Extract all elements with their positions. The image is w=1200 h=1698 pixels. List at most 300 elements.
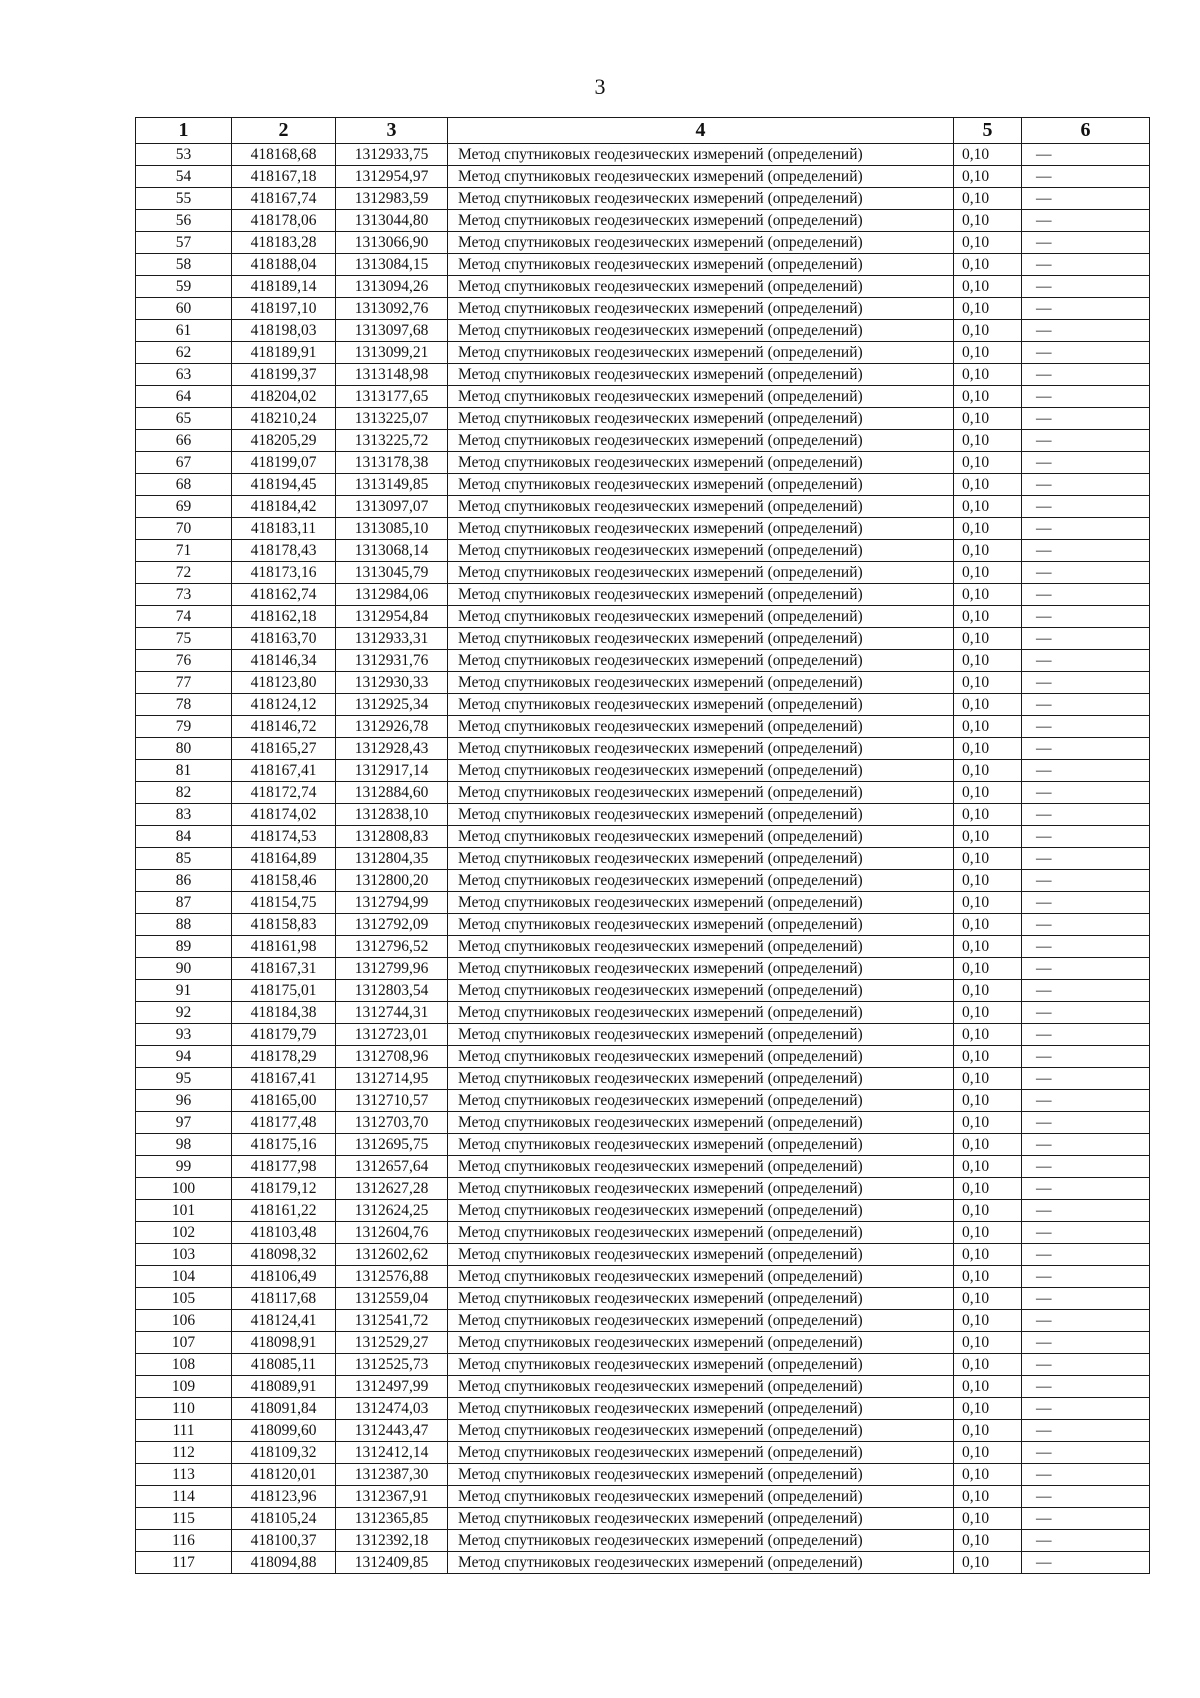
accuracy-cell: 0,10 [954, 1134, 1022, 1156]
table-row [136, 342, 1150, 364]
x-coordinate-cell: 418123,80 [232, 672, 336, 694]
x-coordinate-cell: 418174,02 [232, 804, 336, 826]
table-row [136, 188, 1150, 210]
y-coordinate-cell: 1312714,95 [336, 1068, 448, 1090]
accuracy-cell: 0,10 [954, 474, 1022, 496]
note-cell: — [1022, 1464, 1150, 1486]
y-coordinate-cell: 1312928,43 [336, 738, 448, 760]
method-cell: Метод спутниковых геодезических измерений (определений) [448, 1266, 954, 1288]
note-cell: — [1022, 1068, 1150, 1090]
y-coordinate-cell: 1312474,03 [336, 1398, 448, 1420]
note-cell: — [1022, 320, 1150, 342]
note-cell: — [1022, 474, 1150, 496]
table-row [136, 1244, 1150, 1266]
y-coordinate-cell: 1312529,27 [336, 1332, 448, 1354]
accuracy-cell: 0,10 [954, 650, 1022, 672]
method-cell: Метод спутниковых геодезических измерений (определений) [448, 1024, 954, 1046]
accuracy-cell: 0,10 [954, 496, 1022, 518]
table-row [136, 716, 1150, 738]
method-cell: Метод спутниковых геодезических измерений (определений) [448, 1046, 954, 1068]
x-coordinate-cell: 418091,84 [232, 1398, 336, 1420]
y-coordinate-cell: 1312799,96 [336, 958, 448, 980]
note-cell: — [1022, 694, 1150, 716]
method-cell: Метод спутниковых геодезических измерений (определений) [448, 496, 954, 518]
point-number-cell: 85 [136, 848, 232, 870]
table-row [136, 1310, 1150, 1332]
table-row [136, 276, 1150, 298]
y-coordinate-cell: 1312710,57 [336, 1090, 448, 1112]
accuracy-cell: 0,10 [954, 738, 1022, 760]
note-cell: — [1022, 540, 1150, 562]
point-number-cell: 57 [136, 232, 232, 254]
x-coordinate-cell: 418146,34 [232, 650, 336, 672]
note-cell: — [1022, 914, 1150, 936]
point-number-cell: 111 [136, 1420, 232, 1442]
y-coordinate-cell: 1312931,76 [336, 650, 448, 672]
x-coordinate-cell: 418179,12 [232, 1178, 336, 1200]
method-cell: Метод спутниковых геодезических измерений (определений) [448, 1332, 954, 1354]
table-row [136, 1332, 1150, 1354]
accuracy-cell: 0,10 [954, 562, 1022, 584]
table-row [136, 1200, 1150, 1222]
y-coordinate-cell: 1312525,73 [336, 1354, 448, 1376]
point-number-cell: 115 [136, 1508, 232, 1530]
accuracy-cell: 0,10 [954, 320, 1022, 342]
point-number-cell: 103 [136, 1244, 232, 1266]
accuracy-cell: 0,10 [954, 1090, 1022, 1112]
note-cell: — [1022, 210, 1150, 232]
point-number-cell: 71 [136, 540, 232, 562]
table-row [136, 804, 1150, 826]
accuracy-cell: 0,10 [954, 386, 1022, 408]
y-coordinate-cell: 1312703,70 [336, 1112, 448, 1134]
accuracy-cell: 0,10 [954, 1508, 1022, 1530]
table-row [136, 628, 1150, 650]
y-coordinate-cell: 1312884,60 [336, 782, 448, 804]
x-coordinate-cell: 418188,04 [232, 254, 336, 276]
point-number-cell: 72 [136, 562, 232, 584]
table-row [136, 1508, 1150, 1530]
accuracy-cell: 0,10 [954, 892, 1022, 914]
note-cell: — [1022, 606, 1150, 628]
table-row [136, 1530, 1150, 1552]
y-coordinate-cell: 1312443,47 [336, 1420, 448, 1442]
x-coordinate-cell: 418175,01 [232, 980, 336, 1002]
point-number-cell: 112 [136, 1442, 232, 1464]
y-coordinate-cell: 1312984,06 [336, 584, 448, 606]
method-cell: Метод спутниковых геодезических измерений (определений) [448, 1156, 954, 1178]
y-coordinate-cell: 1312930,33 [336, 672, 448, 694]
accuracy-cell: 0,10 [954, 914, 1022, 936]
accuracy-cell: 0,10 [954, 936, 1022, 958]
x-coordinate-cell: 418124,41 [232, 1310, 336, 1332]
x-coordinate-cell: 418162,74 [232, 584, 336, 606]
note-cell: — [1022, 1508, 1150, 1530]
method-cell: Метод спутниковых геодезических измерений (определений) [448, 166, 954, 188]
table-row [136, 1376, 1150, 1398]
y-coordinate-cell: 1312954,97 [336, 166, 448, 188]
note-cell: — [1022, 1222, 1150, 1244]
note-cell: — [1022, 1156, 1150, 1178]
y-coordinate-cell: 1312367,91 [336, 1486, 448, 1508]
method-cell: Метод спутниковых геодезических измерений (определений) [448, 1222, 954, 1244]
note-cell: — [1022, 364, 1150, 386]
x-coordinate-cell: 418158,46 [232, 870, 336, 892]
point-number-cell: 99 [136, 1156, 232, 1178]
table-row [136, 430, 1150, 452]
y-coordinate-cell: 1312933,31 [336, 628, 448, 650]
table-row [136, 1222, 1150, 1244]
note-cell: — [1022, 980, 1150, 1002]
table-row [136, 760, 1150, 782]
table-row [136, 1178, 1150, 1200]
table-row [136, 1288, 1150, 1310]
point-number-cell: 83 [136, 804, 232, 826]
y-coordinate-cell: 1312624,25 [336, 1200, 448, 1222]
note-cell: — [1022, 276, 1150, 298]
accuracy-cell: 0,10 [954, 606, 1022, 628]
point-number-cell: 76 [136, 650, 232, 672]
method-cell: Метод спутниковых геодезических измерений (определений) [448, 1112, 954, 1134]
y-coordinate-cell: 1312695,75 [336, 1134, 448, 1156]
note-cell: — [1022, 804, 1150, 826]
point-number-cell: 102 [136, 1222, 232, 1244]
y-coordinate-cell: 1312627,28 [336, 1178, 448, 1200]
point-number-cell: 79 [136, 716, 232, 738]
accuracy-cell: 0,10 [954, 694, 1022, 716]
note-cell: — [1022, 716, 1150, 738]
y-coordinate-cell: 1313068,14 [336, 540, 448, 562]
accuracy-cell: 0,10 [954, 1178, 1022, 1200]
point-number-cell: 98 [136, 1134, 232, 1156]
accuracy-cell: 0,10 [954, 848, 1022, 870]
x-coordinate-cell: 418172,74 [232, 782, 336, 804]
note-cell: — [1022, 1552, 1150, 1574]
point-number-cell: 92 [136, 1002, 232, 1024]
x-coordinate-cell: 418189,91 [232, 342, 336, 364]
note-cell: — [1022, 1376, 1150, 1398]
table-row [136, 364, 1150, 386]
x-coordinate-cell: 418167,31 [232, 958, 336, 980]
method-cell: Метод спутниковых геодезических измерений (определений) [448, 1376, 954, 1398]
accuracy-cell: 0,10 [954, 188, 1022, 210]
method-cell: Метод спутниковых геодезических измерений (определений) [448, 1310, 954, 1332]
y-coordinate-cell: 1312917,14 [336, 760, 448, 782]
accuracy-cell: 0,10 [954, 298, 1022, 320]
note-cell: — [1022, 738, 1150, 760]
table-row [136, 1156, 1150, 1178]
note-cell: — [1022, 1200, 1150, 1222]
y-coordinate-cell: 1312838,10 [336, 804, 448, 826]
table-row [136, 892, 1150, 914]
note-cell: — [1022, 1442, 1150, 1464]
x-coordinate-cell: 418198,03 [232, 320, 336, 342]
accuracy-cell: 0,10 [954, 452, 1022, 474]
y-coordinate-cell: 1312657,64 [336, 1156, 448, 1178]
accuracy-cell: 0,10 [954, 144, 1022, 166]
point-number-cell: 61 [136, 320, 232, 342]
point-number-cell: 101 [136, 1200, 232, 1222]
method-cell: Метод спутниковых геодезических измерений (определений) [448, 364, 954, 386]
y-coordinate-cell: 1313148,98 [336, 364, 448, 386]
x-coordinate-cell: 418205,29 [232, 430, 336, 452]
method-cell: Метод спутниковых геодезических измерений (определений) [448, 826, 954, 848]
note-cell: — [1022, 672, 1150, 694]
x-coordinate-cell: 418163,70 [232, 628, 336, 650]
accuracy-cell: 0,10 [954, 1288, 1022, 1310]
method-cell: Метод спутниковых геодезических измерений (определений) [448, 1442, 954, 1464]
table-row [136, 672, 1150, 694]
accuracy-cell: 0,10 [954, 1266, 1022, 1288]
point-number-cell: 86 [136, 870, 232, 892]
table-row [136, 452, 1150, 474]
table-row [136, 1398, 1150, 1420]
y-coordinate-cell: 1313177,65 [336, 386, 448, 408]
note-cell: — [1022, 870, 1150, 892]
point-number-cell: 80 [136, 738, 232, 760]
x-coordinate-cell: 418178,43 [232, 540, 336, 562]
accuracy-cell: 0,10 [954, 1530, 1022, 1552]
method-cell: Метод спутниковых геодезических измерений (определений) [448, 562, 954, 584]
header-col-6: 6 [1022, 118, 1150, 144]
point-number-cell: 109 [136, 1376, 232, 1398]
method-cell: Метод спутниковых геодезических измерений (определений) [448, 188, 954, 210]
table-row [136, 1420, 1150, 1442]
point-number-cell: 66 [136, 430, 232, 452]
y-coordinate-cell: 1313094,26 [336, 276, 448, 298]
accuracy-cell: 0,10 [954, 826, 1022, 848]
y-coordinate-cell: 1312409,85 [336, 1552, 448, 1574]
table-row [136, 518, 1150, 540]
table-row [136, 584, 1150, 606]
table-row [136, 606, 1150, 628]
point-number-cell: 106 [136, 1310, 232, 1332]
note-cell: — [1022, 144, 1150, 166]
note-cell: — [1022, 1420, 1150, 1442]
note-cell: — [1022, 430, 1150, 452]
accuracy-cell: 0,10 [954, 958, 1022, 980]
table-row [136, 1002, 1150, 1024]
method-cell: Метод спутниковых геодезических измерений (определений) [448, 892, 954, 914]
accuracy-cell: 0,10 [954, 1420, 1022, 1442]
accuracy-cell: 0,10 [954, 1156, 1022, 1178]
point-number-cell: 53 [136, 144, 232, 166]
method-cell: Метод спутниковых геодезических измерений (определений) [448, 452, 954, 474]
point-number-cell: 96 [136, 1090, 232, 1112]
point-number-cell: 62 [136, 342, 232, 364]
accuracy-cell: 0,10 [954, 1046, 1022, 1068]
accuracy-cell: 0,10 [954, 1376, 1022, 1398]
method-cell: Метод спутниковых геодезических измерений (определений) [448, 870, 954, 892]
y-coordinate-cell: 1312365,85 [336, 1508, 448, 1530]
y-coordinate-cell: 1313149,85 [336, 474, 448, 496]
point-number-cell: 70 [136, 518, 232, 540]
point-number-cell: 104 [136, 1266, 232, 1288]
y-coordinate-cell: 1312983,59 [336, 188, 448, 210]
method-cell: Метод спутниковых геодезических измерений (определений) [448, 694, 954, 716]
method-cell: Метод спутниковых геодезических измерений (определений) [448, 232, 954, 254]
x-coordinate-cell: 418103,48 [232, 1222, 336, 1244]
y-coordinate-cell: 1313097,68 [336, 320, 448, 342]
y-coordinate-cell: 1313044,80 [336, 210, 448, 232]
point-number-cell: 65 [136, 408, 232, 430]
point-number-cell: 94 [136, 1046, 232, 1068]
note-cell: — [1022, 650, 1150, 672]
method-cell: Метод спутниковых геодезических измерений (определений) [448, 1134, 954, 1156]
table-row [136, 914, 1150, 936]
x-coordinate-cell: 418179,79 [232, 1024, 336, 1046]
x-coordinate-cell: 418106,49 [232, 1266, 336, 1288]
x-coordinate-cell: 418168,68 [232, 144, 336, 166]
y-coordinate-cell: 1312497,99 [336, 1376, 448, 1398]
accuracy-cell: 0,10 [954, 1332, 1022, 1354]
y-coordinate-cell: 1312392,18 [336, 1530, 448, 1552]
accuracy-cell: 0,10 [954, 1442, 1022, 1464]
table-row [136, 1090, 1150, 1112]
y-coordinate-cell: 1312744,31 [336, 1002, 448, 1024]
accuracy-cell: 0,10 [954, 760, 1022, 782]
y-coordinate-cell: 1312796,52 [336, 936, 448, 958]
point-number-cell: 88 [136, 914, 232, 936]
y-coordinate-cell: 1312800,20 [336, 870, 448, 892]
accuracy-cell: 0,10 [954, 1398, 1022, 1420]
note-cell: — [1022, 1178, 1150, 1200]
note-cell: — [1022, 1266, 1150, 1288]
point-number-cell: 64 [136, 386, 232, 408]
note-cell: — [1022, 1134, 1150, 1156]
point-number-cell: 87 [136, 892, 232, 914]
table-row [136, 210, 1150, 232]
method-cell: Метод спутниковых геодезических измерений (определений) [448, 760, 954, 782]
point-number-cell: 95 [136, 1068, 232, 1090]
x-coordinate-cell: 418154,75 [232, 892, 336, 914]
method-cell: Метод спутниковых геодезических измерений (определений) [448, 518, 954, 540]
y-coordinate-cell: 1312576,88 [336, 1266, 448, 1288]
note-cell: — [1022, 584, 1150, 606]
x-coordinate-cell: 418161,98 [232, 936, 336, 958]
table-row [136, 1442, 1150, 1464]
x-coordinate-cell: 418146,72 [232, 716, 336, 738]
y-coordinate-cell: 1313066,90 [336, 232, 448, 254]
point-number-cell: 54 [136, 166, 232, 188]
y-coordinate-cell: 1312808,83 [336, 826, 448, 848]
note-cell: — [1022, 1244, 1150, 1266]
method-cell: Метод спутниковых геодезических измерений (определений) [448, 1508, 954, 1530]
point-number-cell: 56 [136, 210, 232, 232]
x-coordinate-cell: 418158,83 [232, 914, 336, 936]
method-cell: Метод спутниковых геодезических измерений (определений) [448, 298, 954, 320]
accuracy-cell: 0,10 [954, 1112, 1022, 1134]
point-number-cell: 77 [136, 672, 232, 694]
table-row [136, 562, 1150, 584]
note-cell: — [1022, 848, 1150, 870]
table-row [136, 1354, 1150, 1376]
method-cell: Метод спутниковых геодезических измерений (определений) [448, 1354, 954, 1376]
note-cell: — [1022, 1398, 1150, 1420]
note-cell: — [1022, 342, 1150, 364]
x-coordinate-cell: 418194,45 [232, 474, 336, 496]
method-cell: Метод спутниковых геодезических измерений (определений) [448, 1288, 954, 1310]
method-cell: Метод спутниковых геодезических измерений (определений) [448, 1420, 954, 1442]
method-cell: Метод спутниковых геодезических измерений (определений) [448, 628, 954, 650]
y-coordinate-cell: 1312723,01 [336, 1024, 448, 1046]
accuracy-cell: 0,10 [954, 276, 1022, 298]
header-col-4: 4 [448, 118, 954, 144]
table-row [136, 848, 1150, 870]
table-row [136, 144, 1150, 166]
accuracy-cell: 0,10 [954, 628, 1022, 650]
point-number-cell: 105 [136, 1288, 232, 1310]
method-cell: Метод спутниковых геодезических измерений (определений) [448, 1090, 954, 1112]
table-row [136, 408, 1150, 430]
note-cell: — [1022, 518, 1150, 540]
x-coordinate-cell: 418189,14 [232, 276, 336, 298]
y-coordinate-cell: 1312926,78 [336, 716, 448, 738]
table-row [136, 474, 1150, 496]
x-coordinate-cell: 418204,02 [232, 386, 336, 408]
point-number-cell: 75 [136, 628, 232, 650]
table-header-row [136, 118, 1150, 144]
method-cell: Метод спутниковых геодезических измерений (определений) [448, 782, 954, 804]
accuracy-cell: 0,10 [954, 584, 1022, 606]
point-number-cell: 100 [136, 1178, 232, 1200]
y-coordinate-cell: 1313097,07 [336, 496, 448, 518]
note-cell: — [1022, 1332, 1150, 1354]
table-row [136, 958, 1150, 980]
table-row [136, 1134, 1150, 1156]
y-coordinate-cell: 1312387,30 [336, 1464, 448, 1486]
table-row [136, 386, 1150, 408]
accuracy-cell: 0,10 [954, 980, 1022, 1002]
method-cell: Метод спутниковых геодезических измерений (определений) [448, 254, 954, 276]
x-coordinate-cell: 418098,32 [232, 1244, 336, 1266]
y-coordinate-cell: 1313084,15 [336, 254, 448, 276]
method-cell: Метод спутниковых геодезических измерений (определений) [448, 584, 954, 606]
accuracy-cell: 0,10 [954, 672, 1022, 694]
method-cell: Метод спутниковых геодезических измерений (определений) [448, 1244, 954, 1266]
method-cell: Метод спутниковых геодезических измерений (определений) [448, 342, 954, 364]
point-number-cell: 82 [136, 782, 232, 804]
x-coordinate-cell: 418167,74 [232, 188, 336, 210]
y-coordinate-cell: 1312954,84 [336, 606, 448, 628]
table-row [136, 936, 1150, 958]
point-number-cell: 78 [136, 694, 232, 716]
note-cell: — [1022, 628, 1150, 650]
header-col-5: 5 [954, 118, 1022, 144]
y-coordinate-cell: 1312792,09 [336, 914, 448, 936]
method-cell: Метод спутниковых геодезических измерений (определений) [448, 936, 954, 958]
point-number-cell: 113 [136, 1464, 232, 1486]
y-coordinate-cell: 1312803,54 [336, 980, 448, 1002]
accuracy-cell: 0,10 [954, 232, 1022, 254]
accuracy-cell: 0,10 [954, 716, 1022, 738]
note-cell: — [1022, 1486, 1150, 1508]
accuracy-cell: 0,10 [954, 1200, 1022, 1222]
accuracy-cell: 0,10 [954, 1354, 1022, 1376]
method-cell: Метод спутниковых геодезических измерений (определений) [448, 474, 954, 496]
accuracy-cell: 0,10 [954, 408, 1022, 430]
method-cell: Метод спутниковых геодезических измерений (определений) [448, 1552, 954, 1574]
method-cell: Метод спутниковых геодезических измерений (определений) [448, 1002, 954, 1024]
method-cell: Метод спутниковых геодезических измерений (определений) [448, 320, 954, 342]
method-cell: Метод спутниковых геодезических измерений (определений) [448, 540, 954, 562]
method-cell: Метод спутниковых геодезических измерений (определений) [448, 738, 954, 760]
y-coordinate-cell: 1312925,34 [336, 694, 448, 716]
method-cell: Метод спутниковых геодезических измерений (определений) [448, 980, 954, 1002]
accuracy-cell: 0,10 [954, 364, 1022, 386]
note-cell: — [1022, 1530, 1150, 1552]
x-coordinate-cell: 418167,41 [232, 760, 336, 782]
